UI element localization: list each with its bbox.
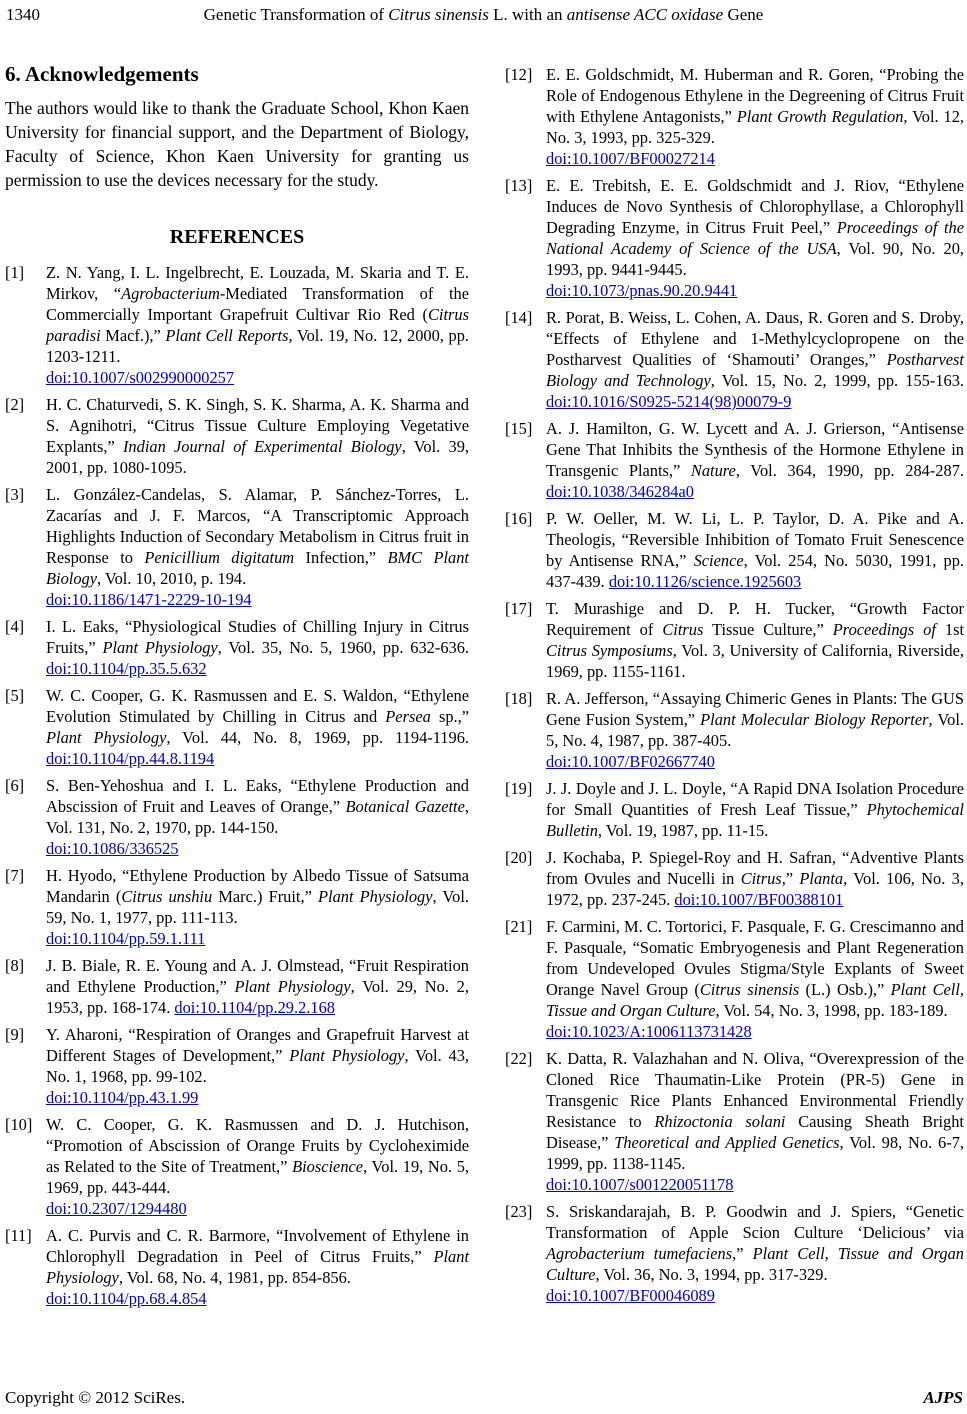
reference-text: E. E. Goldschmidt, M. Huberman and R. Goren, “Probing the Role of Endogenous Ethylene in the Degreening of Citrus Fruit with Ethylene Antagonists,” Plant Growth Regulation, Vol. 12, No. 3, 1993, pp. 325-329. doi:10.1007/BF00027214	[546, 65, 965, 168]
reference-item	[505, 418, 964, 502]
reference-number: [22]	[505, 1049, 533, 1068]
reference-item	[5, 1114, 469, 1219]
doi-link[interactable]: doi:10.1104/pp.35.5.632	[46, 659, 207, 678]
reference-number: [8]	[5, 956, 25, 975]
acknowledgements-heading: 6. Acknowledgements	[5, 62, 199, 86]
page-footer	[5, 1388, 963, 1408]
reference-number: [19]	[505, 779, 533, 798]
reference-text: J. B. Biale, R. E. Young and A. J. Olmstead, “Fruit Respiration and Ethylene Production,” Plant Physiology, Vol. 29, No. 2, 1953, pp. 168-174. doi:10.1104/pp.29.2.168	[46, 956, 469, 1017]
doi-link[interactable]: doi:10.1038/346284a0	[546, 482, 694, 501]
reference-number: [21]	[505, 917, 533, 936]
reference-number: [11]	[5, 1226, 32, 1245]
doi-link[interactable]: doi:10.1104/pp.29.2.168	[174, 998, 335, 1017]
doi-link[interactable]: doi:10.1007/BF00388101	[674, 890, 844, 909]
doi-link[interactable]: doi:10.1104/pp.68.4.854	[46, 1289, 207, 1308]
reference-item	[5, 1225, 469, 1309]
reference-item	[505, 508, 964, 592]
reference-text: F. Carmini, M. C. Tortorici, F. Pasquale, F. G. Crescimanno and F. Pasquale, “Somatic Embryogenesis and Plant Regeneration from Undeveloped Ovules Stigma/Style Explants of Sweet Orange Navel Group (Citrus sinensis (L.) Osb.),” Plant Cell, Tissue and Organ Culture, Vol. 54, No. 3, 1998, pp. 183-189. doi:10.1023/A:1006113731428	[546, 917, 964, 1041]
doi-link[interactable]: doi:10.1073/pnas.90.20.9441	[546, 281, 738, 300]
doi-link[interactable]: doi:10.1186/1471-2229-10-194	[46, 590, 252, 609]
reference-item	[5, 865, 469, 949]
reference-item	[505, 64, 964, 169]
copyright-text: Copyright © 2012 SciRes.	[5, 1388, 186, 1407]
reference-number: [10]	[5, 1115, 33, 1134]
reference-number: [1]	[5, 263, 25, 282]
doi-link[interactable]: doi:10.1104/pp.44.8.1194	[46, 749, 215, 768]
reference-text: S. Ben-Yehoshua and I. L. Eaks, “Ethylene Production and Abscission of Fruit and Leaves of Orange,” Botanical Gazette, Vol. 131, No. 2, 1970, pp. 144-150. doi:10.1086/336525	[46, 776, 469, 858]
reference-text: Z. N. Yang, I. L. Ingelbrecht, E. Louzada, M. Skaria and T. E. Mirkov, “Agrobacterium-Mediated Transformation of the Commercially Important Grapefruit Cultivar Rio Red (Citrus paradisi Macf.),” Plant Cell Reports, Vol. 19, No. 12, 2000, pp. 1203-1211. doi:10.1007/s002990000257	[46, 263, 469, 387]
reference-number: [20]	[505, 848, 533, 867]
reference-item	[5, 775, 469, 859]
reference-item	[505, 916, 964, 1042]
doi-link[interactable]: doi:10.1104/pp.43.1.99	[46, 1088, 199, 1107]
reference-item	[505, 688, 964, 772]
reference-number: [23]	[505, 1202, 533, 1221]
reference-list-left	[5, 262, 469, 1309]
reference-text: E. E. Trebitsh, E. E. Goldschmidt and J. Riov, “Ethylene Induces de Novo Synthesis of Chlorophyllase, a Chlorophyll Degrading Enzyme, in Citrus Fruit Peel,” Proceedings of the National Academy of Science of the USA, Vol. 90, No. 20, 1993, pp. 9441-9445. doi:10.1073/pnas.90.20.9441	[546, 176, 965, 300]
left-column	[5, 62, 469, 1315]
doi-link[interactable]: doi:10.1007/BF00027214	[546, 149, 715, 168]
running-title: Genetic Transformation of Citrus sinensis L. with an antisense ACC oxidase Gene	[203, 5, 764, 24]
reference-number: [16]	[505, 509, 533, 528]
reference-number: [9]	[5, 1025, 25, 1044]
acknowledgements-body: The authors would like to thank the Graduate School, Khon Kaen University for financial support, and the Department of Biology, Faculty of Science, Khon Kaen University for granting us permission to use the devices necessary for the study.	[5, 98, 469, 190]
reference-text: T. Murashige and D. P. H. Tucker, “Growth Factor Requirement of Citrus Tissue Culture,” Proceedings of 1st Citrus Symposiums, Vol. 3, University of California, Riverside, 1969, pp. 1155-1161.	[546, 599, 965, 681]
two-column-body	[5, 62, 964, 1315]
doi-link[interactable]: doi:10.2307/1294480	[46, 1199, 187, 1218]
reference-text: L. González-Candelas, S. Alamar, P. Sánchez-Torres, L. Zacarías and J. F. Marcos, “A Transcriptomic Approach Highlights Induction of Secondary Metabolism in Citrus fruit in Response to Penicillium digitatum Infection,” BMC Plant Biology, Vol. 10, 2010, p. 194. doi:10.1186/1471-2229-10-194	[46, 485, 469, 609]
journal-abbrev: AJPS	[923, 1388, 963, 1407]
doi-link[interactable]: doi:10.1007/BF00046089	[546, 1286, 715, 1305]
reference-number: [14]	[505, 308, 533, 327]
reference-item	[505, 847, 964, 910]
reference-text: A. C. Purvis and C. R. Barmore, “Involvement of Ethylene in Chlorophyll Degradation in Peel of Citrus Fruits,” Plant Physiology, Vol. 68, No. 4, 1981, pp. 854-856. doi:10.1104/pp.68.4.854	[46, 1226, 469, 1308]
reference-text: J. J. Doyle and J. L. Doyle, “A Rapid DNA Isolation Procedure for Small Quantities of Fresh Leaf Tissue,” Phytochemical Bulletin, Vol. 19, 1987, pp. 11-15.	[546, 779, 964, 840]
reference-item	[505, 307, 964, 412]
doi-link[interactable]: doi:10.1023/A:1006113731428	[546, 1022, 752, 1041]
reference-text: A. J. Hamilton, G. W. Lycett and A. J. Grierson, “Antisense Gene That Inhibits the Synthesis of the Hormone Ethylene in Transgenic Plants,” Nature, Vol. 364, 1990, pp. 284-287. doi:10.1038/346284a0	[546, 419, 964, 501]
reference-item	[5, 955, 469, 1018]
reference-number: [18]	[505, 689, 533, 708]
reference-text: H. Hyodo, “Ethylene Production by Albedo Tissue of Satsuma Mandarin (Citrus unshiu Marc.) Fruit,” Plant Physiology, Vol. 59, No. 1, 1977, pp. 111-113. doi:10.1104/pp.59.1.111	[46, 866, 469, 948]
page-number: 1340	[6, 5, 40, 24]
reference-text: W. C. Cooper, G. K. Rasmussen and D. J. Hutchison, “Promotion of Abscission of Orange Fruits by Cycloheximide as Related to the Site of Treatment,” Bioscience, Vol. 19, No. 5, 1969, pp. 443-444. doi:10.2307/1294480	[46, 1115, 469, 1218]
reference-item	[505, 175, 964, 301]
reference-item	[505, 598, 964, 682]
right-column	[505, 62, 964, 1315]
reference-number: [6]	[5, 776, 25, 795]
doi-link[interactable]: doi:10.1086/336525	[46, 839, 179, 858]
reference-number: [15]	[505, 419, 533, 438]
reference-item	[5, 262, 469, 388]
doi-link[interactable]: doi:10.1126/science.1925603	[608, 572, 802, 591]
reference-text: Y. Aharoni, “Respiration of Oranges and Grapefruit Harvest at Different Stages of Development,” Plant Physiology, Vol. 43, No. 1, 1968, pp. 99-102. doi:10.1104/pp.43.1.99	[46, 1025, 469, 1107]
reference-text: I. L. Eaks, “Physiological Studies of Chilling Injury in Citrus Fruits,” Plant Physiology, Vol. 35, No. 5, 1960, pp. 632-636. doi:10.1104/pp.35.5.632	[46, 617, 469, 678]
reference-item	[5, 394, 469, 478]
reference-text: H. C. Chaturvedi, S. K. Singh, S. K. Sharma, A. K. Sharma and S. Agnihotri, “Citrus Tissue Culture Employing Vegetative Explants,” Indian Journal of Experimental Biology, Vol. 39, 2001, pp. 1080-1095.	[46, 395, 469, 477]
reference-text: J. Kochaba, P. Spiegel-Roy and H. Safran, “Adventive Plants from Ovules and Nucelli in Citrus,” Planta, Vol. 106, No. 3, 1972, pp. 237-245. doi:10.1007/BF00388101	[546, 848, 964, 909]
reference-list-right	[505, 64, 964, 1306]
reference-text: P. W. Oeller, M. W. Li, L. P. Taylor, D. A. Pike and A. Theologis, “Reversible Inhibition of Tomato Fruit Senescence by Antisense RNA,” Science, Vol. 254, No. 5030, 1991, pp. 437-439. doi:10.1126/science.1925603	[546, 509, 964, 591]
reference-number: [17]	[505, 599, 533, 618]
reference-number: [4]	[5, 617, 25, 636]
doi-link[interactable]: doi:10.1007/s002990000257	[46, 368, 235, 387]
reference-number: [3]	[5, 485, 25, 504]
reference-item	[5, 685, 469, 769]
reference-number: [13]	[505, 176, 533, 195]
running-header	[0, 0, 967, 29]
reference-number: [7]	[5, 866, 25, 885]
reference-text: S. Sriskandarajah, B. P. Goodwin and J. Spiers, “Genetic Transformation of Apple Scion Culture ‘Delicious’ via Agrobacterium tumefaciens,” Plant Cell, Tissue and Organ Culture, Vol. 36, No. 3, 1994, pp. 317-329. doi:10.1007/BF00046089	[546, 1202, 964, 1305]
reference-number: [12]	[505, 65, 533, 84]
reference-item	[5, 1024, 469, 1108]
reference-item	[505, 1048, 964, 1195]
reference-item	[5, 484, 469, 610]
reference-item	[505, 778, 964, 841]
reference-number: [5]	[5, 686, 25, 705]
reference-item	[5, 616, 469, 679]
reference-number: [2]	[5, 395, 25, 414]
doi-link[interactable]: doi:10.1007/s001220051178	[546, 1175, 734, 1194]
doi-link[interactable]: doi:10.1016/S0925-5214(98)00079-9	[546, 392, 792, 411]
reference-text: K. Datta, R. Valazhahan and N. Oliva, “Overexpression of the Cloned Rice Thaumatin-Like Protein (PR-5) Gene in Transgenic Rice Plants Enhanced Environmental Friendly Resistance to Rhizoctonia solani Causing Sheath Bright Disease,” Theoretical and Applied Genetics, Vol. 98, No. 6-7, 1999, pp. 1138-1145. doi:10.1007/s001220051178	[546, 1049, 964, 1194]
reference-text: R. A. Jefferson, “Assaying Chimeric Genes in Plants: The GUS Gene Fusion System,” Plant Molecular Biology Reporter, Vol. 5, No. 4, 1987, pp. 387-405. doi:10.1007/BF02667740	[546, 689, 964, 771]
reference-item	[505, 1201, 964, 1306]
reference-text: W. C. Cooper, G. K. Rasmussen and E. S. Waldon, “Ethylene Evolution Stimulated by Chilling in Citrus and Persea sp.,” Plant Physiology, Vol. 44, No. 8, 1969, pp. 1194-1196. doi:10.1104/pp.44.8.1194	[46, 686, 469, 768]
references-heading: REFERENCES	[169, 226, 305, 248]
doi-link[interactable]: doi:10.1007/BF02667740	[546, 752, 715, 771]
doi-link[interactable]: doi:10.1104/pp.59.1.111	[46, 929, 206, 948]
reference-text: R. Porat, B. Weiss, L. Cohen, A. Daus, R. Goren and S. Droby, “Effects of Ethylene and 1-Methylcyclopropene on the Postharvest Qualities of ‘Shamouti’ Oranges,” Postharvest Biology and Technology, Vol. 15, No. 2, 1999, pp. 155-163. doi:10.1016/S0925-5214(98)00079-9	[546, 308, 964, 411]
